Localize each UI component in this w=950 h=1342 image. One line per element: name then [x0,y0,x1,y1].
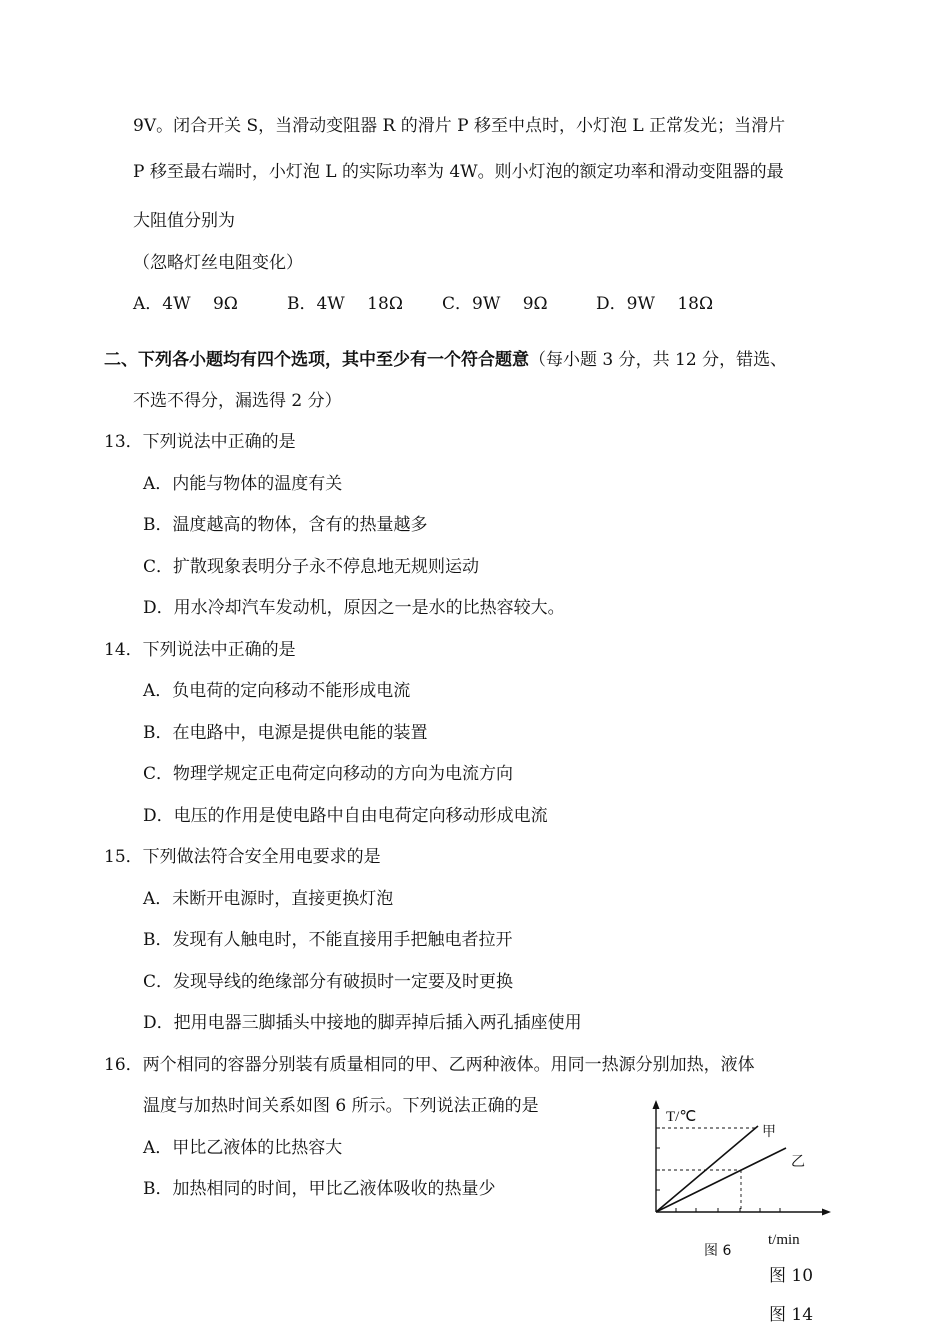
x-axis-label: t/min [768,1232,800,1248]
x-axis-arrow [822,1209,831,1216]
line-jia-label: 甲 [762,1124,776,1140]
q16-stem-line1: 16．两个相同的容器分别装有质量相同的甲、乙两种液体。用同一热源分别加热，液体 [104,1055,755,1075]
figure-6-graph [640,1098,840,1258]
q12-option-b: B．4W 18Ω [287,294,403,314]
q14-option-c: C．物理学规定正电荷定向移动的方向为电流方向 [143,764,514,784]
q13-option-a: A．内能与物体的温度有关 [143,474,343,494]
q14-stem: 14．下列说法中正确的是 [104,640,296,660]
q13-option-d: D．用水冷却汽车发动机，原因之一是水的比热容较大。 [143,598,565,618]
q16-option-b: B．加热相同的时间，甲比乙液体吸收的热量少 [143,1179,496,1199]
figure-caption: 图 6 [704,1243,732,1258]
q12-option-a: A．4W 9Ω [133,294,238,314]
q15-option-c: C．发现导线的绝缘部分有破损时一定要及时更换 [143,972,514,992]
q12-line3: 大阻值分别为 [133,211,235,231]
section2-heading-bold: 二、下列各小题均有四个选项，其中至少有一个符合题意 [104,350,529,370]
section2-heading-rest: （每小题 3 分，共 12 分，错选、 [529,350,788,370]
q12-option-c: C．9W 9Ω [442,294,548,314]
stray-caption-10: 图 10 [769,1266,814,1286]
q16-option-a: A．甲比乙液体的比热容大 [143,1138,343,1158]
q15-option-b: B．发现有人触电时，不能直接用手把触电者拉开 [143,930,513,950]
q12-line2: P 移至最右端时，小灯泡 L 的实际功率为 4W。则小灯泡的额定功率和滑动变阻器的最 [133,162,784,182]
q15-option-d: D．把用电器三脚插头中接地的脚弄掉后插入两孔插座使用 [143,1013,582,1033]
y-axis-arrow [653,1100,660,1109]
section2-heading-line2: 不选不得分，漏选得 2 分） [133,391,342,411]
y-axis-label: T/℃ [666,1109,697,1125]
q15-option-a: A．未断开电源时，直接更换灯泡 [143,889,394,909]
q15-stem: 15．下列做法符合安全用电要求的是 [104,847,381,867]
q16-stem-line2: 温度与加热时间关系如图 6 所示。下列说法正确的是 [143,1096,539,1116]
q12-option-d: D．9W 18Ω [596,294,714,314]
section2-heading [104,348,787,372]
q12-line1: 9V。闭合开关 S，当滑动变阻器 R 的滑片 P 移至中点时，小灯泡 L 正常发光；当滑片 [133,116,786,136]
q14-option-d: D．电压的作用是使电路中自由电荷定向移动形成电流 [143,806,548,826]
stray-caption-14: 图 14 [769,1305,814,1325]
q13-option-b: B．温度越高的物体，含有的热量越多 [143,515,428,535]
q13-stem: 13．下列说法中正确的是 [104,432,296,452]
q14-option-a: A．负电荷的定向移动不能形成电流 [143,681,411,701]
line-yi-label: 乙 [791,1154,805,1170]
q12-note: （忽略灯丝电阻变化） [133,253,303,273]
q13-option-c: C．扩散现象表明分子永不停息地无规则运动 [143,557,480,577]
q14-option-b: B．在电路中，电源是提供电能的装置 [143,723,428,743]
